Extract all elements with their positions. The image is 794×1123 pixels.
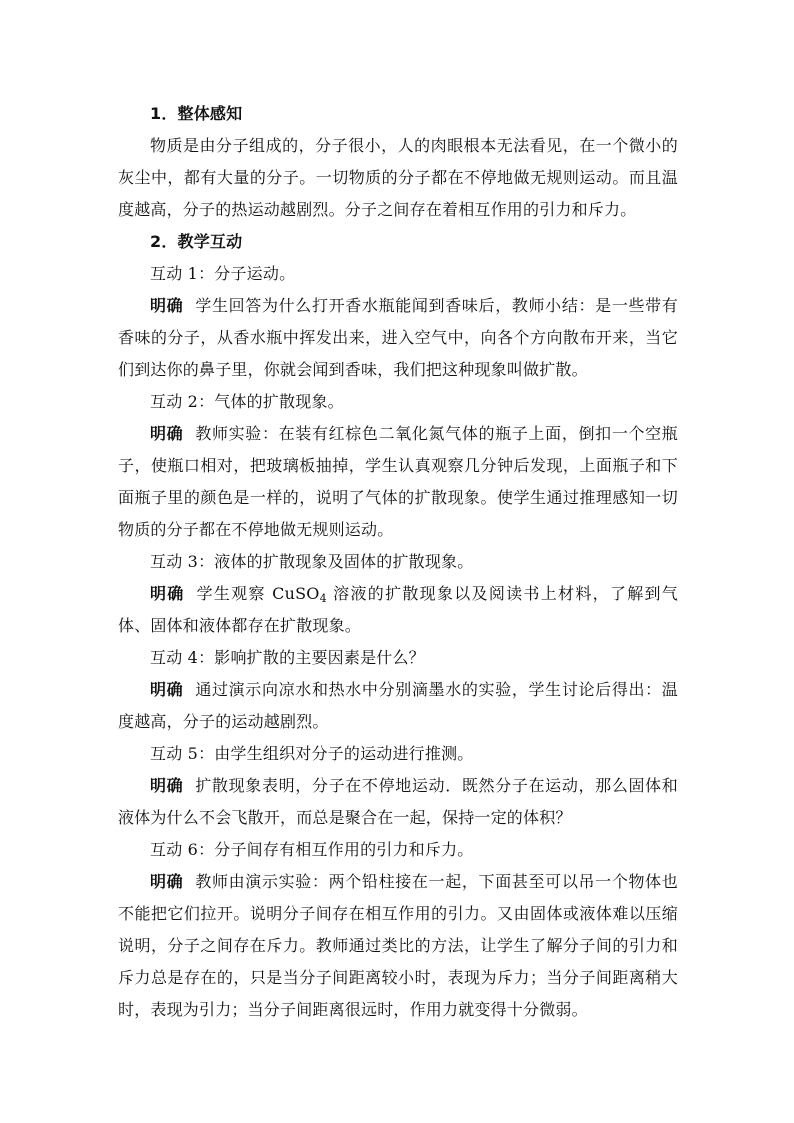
document-page	[118, 98, 678, 1026]
clarify-label: 明确	[150, 776, 184, 795]
interaction-6-clarification	[118, 866, 678, 1026]
clarify-label: 明确	[150, 872, 184, 891]
interaction-3-clarification	[118, 578, 678, 642]
interaction-4-clarification	[118, 674, 678, 738]
section-heading-teaching-interaction: 2．教学互动	[150, 232, 243, 251]
interaction-1-clarification	[118, 290, 678, 386]
clarification-text-after: 溶液的扩散现象以及阅读书上材料，了解到气体、固体和液体都存在扩散现象。	[118, 584, 678, 635]
clarify-label: 明确	[150, 296, 184, 315]
interaction-2-title: 互动 2：气体的扩散现象。	[150, 392, 344, 411]
interaction-3-title: 互动 3：液体的扩散现象及固体的扩散现象。	[150, 552, 474, 571]
interaction-1-title: 互动 1：分子运动。	[150, 264, 296, 283]
interaction-5-clarification	[118, 770, 678, 834]
clarification-text-before: 学生观察 CuSO	[196, 584, 320, 603]
clarify-label: 明确	[150, 680, 184, 699]
interaction-4-title: 互动 4：影响扩散的主要因素是什么？	[150, 648, 425, 667]
overview-paragraph: 物质是由分子组成的，分子很小，人的肉眼根本无法看见，在一个微小的灰尘中，都有大量的分子。一切物质的分子都在不停地做无规则运动。而且温度越高，分子的热运动越剧烈。分子之间存在着相互作用的引力和斥力。	[118, 136, 678, 219]
clarification-text: 教师由演示实验：两个铅柱接在一起，下面甚至可以吊一个物体也不能把它们拉开。说明分子间存在相互作用的引力。又由固体或液体难以压缩说明，分子之间存在斥力。教师通过类比的方法，让学生了解分子间的引力和斥力总是存在的，只是当分子间距离较小时，表现为斥力；当分子间距离稍大时，表现为引力；当分子间距离很远时，作用力就变得十分微弱。	[118, 872, 678, 1019]
chemical-subscript: 4	[319, 592, 327, 605]
clarify-label: 明确	[150, 424, 184, 443]
interaction-2-clarification	[118, 418, 678, 546]
clarification-text: 教师实验：在装有红棕色二氧化氮气体的瓶子上面，倒扣一个空瓶子，使瓶口相对，把玻璃板抽掉，学生认真观察几分钟后发现，上面瓶子和下面瓶子里的颜色是一样的，说明了气体的扩散现象。使学生通过推理感知一切物质的分子都在不停地做无规则运动。	[118, 424, 678, 539]
clarification-text: 学生回答为什么打开香水瓶能闻到香味后，教师小结：是一些带有香味的分子，从香水瓶中挥发出来，进入空气中，向各个方向散布开来，当它们到达你的鼻子里，你就会闻到香味，我们把这种现象叫做扩散。	[118, 296, 678, 379]
clarify-label: 明确	[150, 584, 185, 603]
interaction-5-title: 互动 5：由学生组织对分子的运动进行推测。	[150, 744, 474, 763]
section-heading-overall-perception: 1．整体感知	[150, 104, 243, 123]
interaction-6-title: 互动 6：分子间存有相互作用的引力和斥力。	[150, 840, 474, 859]
clarification-text: 扩散现象表明，分子在不停地运动．既然分子在运动，那么固体和液体为什么不会飞散开，而总是聚合在一起，保持一定的体积？	[118, 776, 678, 827]
clarification-text: 通过演示向凉水和热水中分别滴墨水的实验，学生讨论后得出：温度越高，分子的运动越剧烈。	[118, 680, 678, 731]
